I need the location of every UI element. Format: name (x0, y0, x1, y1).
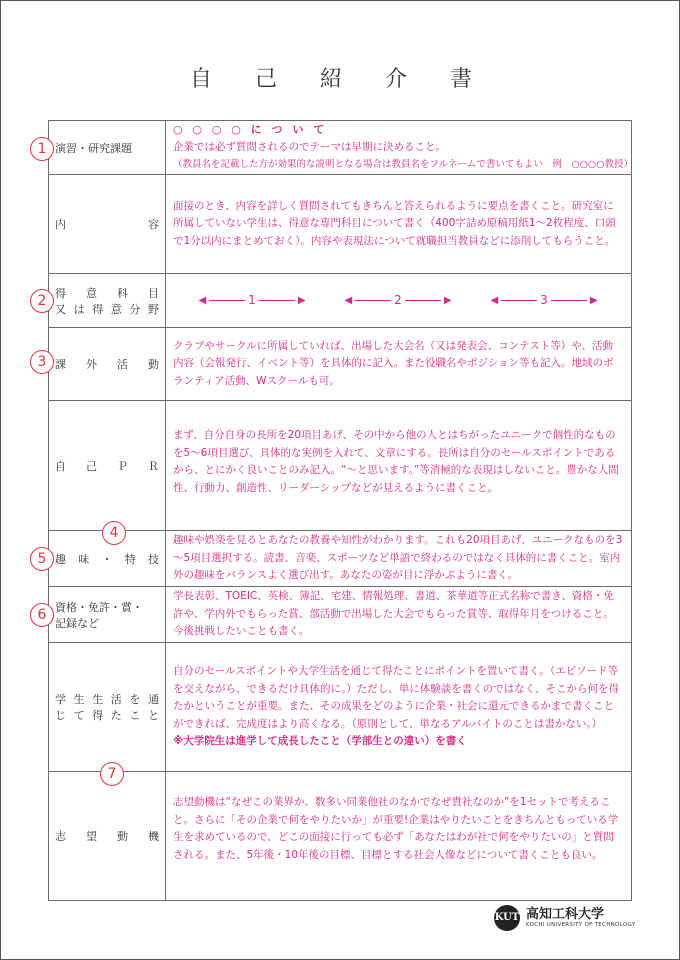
motivation-label: 志 望 動 機 (49, 772, 166, 901)
hobbies-label: 趣味・特技 (49, 531, 166, 587)
qualifications-text: 学長表彰、TOEIC、英検、簿記、宅建、情報処理、書道、茶華道等正式名称で書き、資格・免許や、学内外でもらった賞、部活動で出場した大会でもらった賞等、取得年月をつけること。今後挑戦したいことも書く。 (166, 587, 632, 643)
research-topic-instruction: 企業では必ず質問されるのでテーマは早期に決めること。 (173, 140, 446, 153)
row-strengths (49, 274, 632, 328)
strengths-entries (173, 292, 623, 310)
student-life-content (166, 643, 632, 772)
page-title: 自 己 紹 介 書 (190, 67, 490, 92)
research-topic-note: （教員名を記載した方が効果的な説明となる場合は教員名をフルネームで書いてもよい 例 ○○○○教授） (173, 159, 633, 171)
strength-entry-3: ◀ 3 ▶ (490, 292, 598, 307)
university-logo (494, 905, 635, 931)
university-name: 高知工科大学 (526, 907, 605, 922)
extracurricular-text: クラブやサークルに所属していれば、出場した大会名（又は発表会、コンテスト等）や、活動内容（会報発行、イベント等）を具体的に記入。また役職名やポジション等も記入。地域のボランティア活動、Wスクールも可。 (166, 328, 632, 401)
extracurricular-label: 課 外 活 動 (49, 328, 166, 401)
row-qualifications (49, 587, 632, 643)
row-hobbies (49, 531, 632, 587)
hobbies-text: 趣味や娯楽を見るとあなたの教養や知性がわかります。これも20項目あげ、ユニークなものを3～5項目選択する。読書、音楽、スポーツなど単語で終わるのではなく具体的に書くこと。室内外の趣味をバランスよく選び出す。あなたの姿が目に浮かぶように書く。 (166, 531, 632, 587)
university-name-english: KOCHI UNIVERSITY OF TECHNOLOGY (526, 922, 636, 928)
row-self-pr (49, 401, 632, 531)
marker-5: 5 (30, 547, 54, 571)
row-research-topic (49, 121, 632, 175)
marker-4: 4 (102, 521, 126, 545)
logo-emblem-icon: KUT (494, 905, 520, 931)
marker-3: 3 (30, 350, 54, 374)
self-pr-label: 自 己 Ｐ Ｒ (49, 401, 166, 531)
row-student-life (49, 643, 632, 772)
row-content (49, 175, 632, 274)
research-topic-content (166, 121, 632, 175)
marker-1: 1 (30, 137, 54, 161)
research-topic-title: ○ ○ ○ ○ に つ い て (173, 123, 328, 137)
self-introduction-form (48, 120, 632, 901)
logo-text (526, 908, 635, 928)
content-text: 面接のとき、内容を詳しく質問されてもきちんと答えられるように要点を書くこと。研究室に所属していない学生は、得意な専門科目について書く（400字詰め原稿用紙1～2枚程度、口頭で1分以内にまとめておく）。内容や表現法について就職担当教員などに添削してもらうこと。 (166, 175, 632, 274)
marker-6: 6 (30, 603, 54, 627)
marker-2: 2 (30, 289, 54, 313)
self-pr-text: まず、自分自身の長所を20項目あげ、その中から他の人とはちがったユニークで個性的なものを5～6項目選び、具体的な実例を入れて、文章にする。長所は自分のセールスポイントであるから、とにかく良いことのみ記入。“～と思います。”等消極的な表現はしないこと。豊かな人間性、行動力、創造性、リーダーシップなどが見えるように書くこと。 (166, 401, 632, 531)
strengths-content (166, 274, 632, 328)
strength-entry-2: ◀ 2 ▶ (344, 292, 452, 307)
student-life-note: ※大学院生は進学して成長したこと（学部生との違い）を書く (173, 735, 467, 748)
research-topic-label: 演習・研究課題 (49, 121, 166, 175)
row-motivation (49, 772, 632, 901)
strengths-label: 得 意 科 目 又は得意分野 (49, 274, 166, 328)
marker-7: 7 (100, 762, 124, 786)
motivation-text: 志望動機は“なぜこの業界か、数多い同業他社のなかでなぜ貴社なのか”を1セットで考えること。さらに「その企業で何をやりたいか」が重要!企業はやりたいことをきちんともっている学生を求めているので、どこの面接に行っても必ず「あなたはわが社で何をやりたいの」と質問される。また、5年後・10年後の目標、目標とする社会人像などについて書くことも良い。 (166, 772, 632, 901)
student-life-label: 学生生活を通 じて得たこと (49, 643, 166, 772)
strength-entry-1: ◀ 1 ▶ (198, 292, 306, 307)
content-label: 内 容 (49, 175, 166, 274)
row-extracurricular (49, 328, 632, 401)
qualifications-label: 資格・免許・賞・ 記録など (49, 587, 166, 643)
student-life-text: 自分のセールスポイントや大学生活を通じて得たことにポイントを置いて書く。（エピソード等を交えながら、できるだけ具体的に。）ただし、単に体験談を書くのではなく、そこから何を得たかということが重要。また、その成果をどのように企業・社会に還元できるかまで書くことができれば、完成度はより高くなる。（原則として、単なるアルバイトのことは書かない。） (173, 665, 620, 730)
